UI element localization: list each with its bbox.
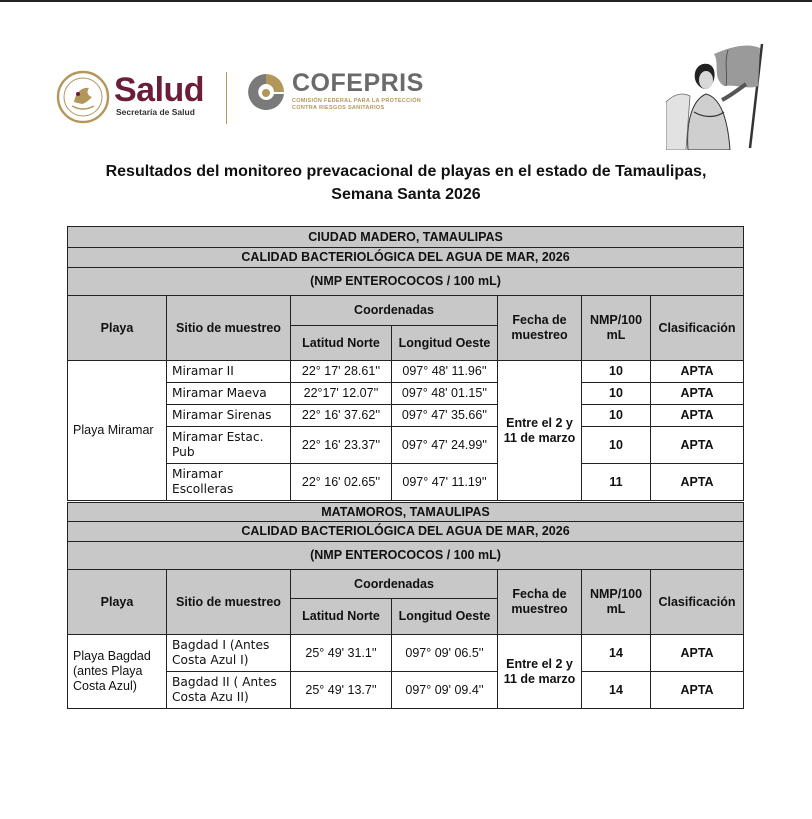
nmp-cell: 10 [582, 405, 651, 427]
lon-cell: 097° 47' 11.19'' [392, 464, 498, 501]
site-cell: Bagdad I (Antes Costa Azul I) [167, 635, 291, 672]
col-header-longitud: Longitud Oeste [392, 326, 498, 361]
header-logos [56, 66, 436, 130]
col-header-coordenadas: Coordenadas [291, 570, 498, 599]
table-row [68, 427, 744, 464]
site-cell: Miramar Maeva [167, 383, 291, 405]
nmp-cell: 10 [582, 427, 651, 464]
mexico-seal-icon [56, 70, 110, 124]
section-city-title: CIUDAD MADERO, TAMAULIPAS [68, 227, 744, 248]
site-cell: Miramar II [167, 361, 291, 383]
table-row [68, 361, 744, 383]
section-quality-title: CALIDAD BACTERIOLÓGICA DEL AGUA DE MAR, 2026 [68, 248, 744, 268]
results-table-matamoros [67, 502, 744, 709]
table-row [68, 464, 744, 501]
date-cell: Entre el 2 y 11 de marzo [498, 635, 582, 709]
results-table-ciudad-madero [67, 226, 744, 501]
site-cell: Miramar Estac. Pub [167, 427, 291, 464]
lon-cell: 097° 47' 35.66'' [392, 405, 498, 427]
logo-divider [226, 72, 227, 124]
lon-cell: 097° 09' 09.4'' [392, 672, 498, 709]
lon-cell: 097° 47' 24.99'' [392, 427, 498, 464]
col-header-playa: Playa [68, 570, 167, 635]
site-cell: Miramar Escolleras [167, 464, 291, 501]
col-header-clasificacion: Clasificación [651, 570, 744, 635]
cofepris-subtitle [292, 98, 421, 111]
page-title-line-2: Semana Santa 2026 [331, 186, 481, 203]
lon-cell: 097° 48' 01.15'' [392, 383, 498, 405]
nmp-cell: 14 [582, 635, 651, 672]
beach-name-cell: Playa Miramar [68, 361, 167, 501]
cofepris-wordmark: COFEPRIS [292, 69, 424, 97]
col-header-coordenadas: Coordenadas [291, 296, 498, 326]
lat-cell: 22° 17' 28.61'' [291, 361, 392, 383]
top-rule [0, 0, 812, 2]
section-city-title: MATAMOROS, TAMAULIPAS [68, 503, 744, 522]
nmp-cell: 10 [582, 361, 651, 383]
site-cell: Bagdad II ( Antes Costa Azu II) [167, 672, 291, 709]
site-cell: Miramar Sirenas [167, 405, 291, 427]
lon-cell: 097° 09' 06.5'' [392, 635, 498, 672]
col-header-nmp: NMP/100 mL [582, 570, 651, 635]
table-row [68, 405, 744, 427]
col-header-longitud: Longitud Oeste [392, 599, 498, 635]
col-header-sitio: Sitio de muestreo [167, 570, 291, 635]
class-cell: APTA [651, 383, 744, 405]
col-header-latitud: Latitud Norte [291, 326, 392, 361]
class-cell: APTA [651, 672, 744, 709]
col-header-nmp: NMP/100 mL [582, 296, 651, 361]
heroine-flag-illustration-icon [666, 42, 770, 150]
date-cell: Entre el 2 y 11 de marzo [498, 361, 582, 501]
nmp-cell: 10 [582, 383, 651, 405]
lat-cell: 22° 16' 37.62'' [291, 405, 392, 427]
nmp-cell: 11 [582, 464, 651, 501]
beach-name-cell: Playa Bagdad (antes Playa Costa Azul) [68, 635, 167, 709]
class-cell: APTA [651, 427, 744, 464]
section-unit-title: (NMP ENTEROCOCOS / 100 mL) [68, 268, 744, 296]
class-cell: APTA [651, 405, 744, 427]
lat-cell: 25° 49' 31.1'' [291, 635, 392, 672]
table-row [68, 672, 744, 709]
col-header-fecha: Fecha de muestreo [498, 570, 582, 635]
salud-wordmark: Salud [114, 71, 205, 109]
cofepris-logo-icon [244, 70, 288, 114]
lat-cell: 22°17' 12.07'' [291, 383, 392, 405]
table-row [68, 635, 744, 672]
class-cell: APTA [651, 635, 744, 672]
col-header-sitio: Sitio de muestreo [167, 296, 291, 361]
lon-cell: 097° 48' 11.96'' [392, 361, 498, 383]
cofepris-subtitle-line-1: COMISIÓN FEDERAL PARA LA PROTECCIÓN [292, 98, 422, 104]
class-cell: APTA [651, 464, 744, 501]
cofepris-subtitle-line-2: CONTRA RIESGOS SANITARIOS [292, 104, 385, 111]
lat-cell: 22° 16' 02.65'' [291, 464, 392, 501]
table-row [68, 383, 744, 405]
lat-cell: 25° 49' 13.7'' [291, 672, 392, 709]
col-header-latitud: Latitud Norte [291, 599, 392, 635]
section-unit-title: (NMP ENTEROCOCOS / 100 mL) [68, 542, 744, 570]
col-header-fecha: Fecha de muestreo [498, 296, 582, 361]
salud-subtitle: Secretaría de Salud [116, 107, 195, 117]
col-header-playa: Playa [68, 296, 167, 361]
col-header-clasificacion: Clasificación [651, 296, 744, 361]
page-title-line-1: Resultados del monitoreo prevacacional de playas en el estado de Tamaulipas, [105, 163, 707, 180]
nmp-cell: 14 [582, 672, 651, 709]
lat-cell: 22° 16' 23.37'' [291, 427, 392, 464]
section-quality-title: CALIDAD BACTERIOLÓGICA DEL AGUA DE MAR, 2026 [68, 522, 744, 542]
page-title [60, 160, 752, 206]
class-cell: APTA [651, 361, 744, 383]
